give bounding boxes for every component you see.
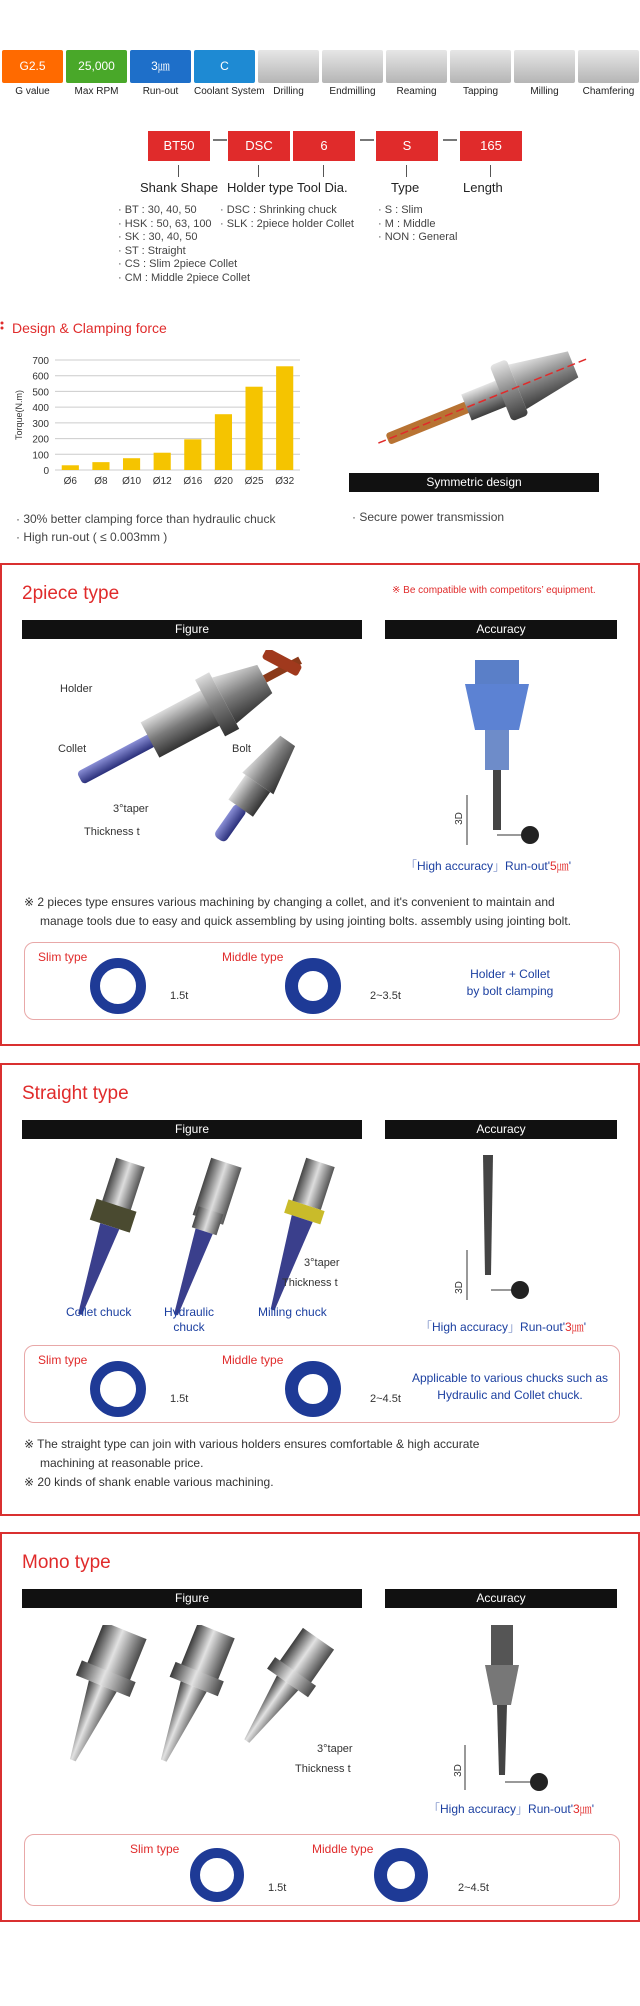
spec-label: Chamfering xyxy=(582,86,635,97)
dim-label: 3D xyxy=(453,1281,465,1294)
list-item: · ST : Straight xyxy=(118,244,186,257)
list-item: · HSK : 50, 63, 100 xyxy=(118,217,212,230)
x-tick-label: Ø10 xyxy=(122,476,142,487)
x-tick-label: Ø25 xyxy=(244,476,264,487)
middle-type-label: Middle type xyxy=(222,1353,284,1367)
accuracy-gauge-icon xyxy=(452,1625,575,1800)
design-title: Design & Clamping force xyxy=(12,320,167,336)
straight-chuck-text xyxy=(410,1370,610,1404)
label-shank-shape: Shank Shape xyxy=(140,180,219,195)
twopiece-figure-icon xyxy=(50,650,350,850)
machining-icon xyxy=(386,50,447,83)
callout-collet: Collet xyxy=(58,743,87,755)
design-bullet-right: · Secure power transmission xyxy=(352,510,505,524)
spec-label: Reaming xyxy=(396,86,437,97)
callout-taper: 3°taper xyxy=(304,1257,340,1269)
spec-label: Max RPM xyxy=(74,86,119,97)
accuracy-text: 「High accuracy」Run-out xyxy=(420,1320,563,1334)
spec-label: Run-out xyxy=(142,86,179,97)
slim-type-label: Slim type xyxy=(130,1842,180,1856)
figure-header: Figure xyxy=(22,1589,362,1608)
clamp-line: by bolt clamping xyxy=(466,984,554,998)
slim-ring-icon xyxy=(90,958,146,1014)
code-type: S xyxy=(376,131,438,161)
slim-type-label: Slim type xyxy=(38,950,88,964)
slim-thickness: 1.5t xyxy=(268,1882,287,1894)
twopiece-accuracy: 「High accuracy」Run-out'5㎛' xyxy=(405,859,572,873)
bar xyxy=(154,453,171,470)
accuracy-header: Accuracy xyxy=(385,1589,617,1608)
slim-ring-icon xyxy=(90,1361,146,1417)
holder-list xyxy=(220,204,354,231)
spec-value: C xyxy=(194,50,255,83)
list-item: · NON : General xyxy=(378,231,458,243)
code-dash xyxy=(213,139,227,141)
callout-holder: Holder xyxy=(60,683,93,695)
accuracy-text: 「High accuracy」Run-out xyxy=(405,859,548,873)
twopiece-clamp-text xyxy=(440,966,580,1000)
bar xyxy=(123,458,140,470)
straight-figure-icon xyxy=(50,1150,360,1330)
code-tick xyxy=(258,165,259,177)
spec-item xyxy=(130,50,191,102)
code-tick xyxy=(406,165,407,177)
spec-value: G2.5 xyxy=(2,50,63,83)
compatibility-note: ※ Be compatible with competitors’ equipment. xyxy=(392,585,596,596)
clamp-line: Holder + Collet xyxy=(470,967,550,981)
type-list xyxy=(378,204,457,245)
accuracy-value: 3㎛ xyxy=(565,1320,584,1334)
code-tick xyxy=(490,165,491,177)
middle-type-label: Middle type xyxy=(222,950,284,964)
label-length: Length xyxy=(463,180,503,195)
bar xyxy=(92,462,109,470)
middle-type-label: Middle type xyxy=(312,1842,374,1856)
chuck-line: Hydraulic and Collet chuck. xyxy=(437,1388,583,1402)
label-holder-type: Holder type xyxy=(227,180,294,195)
spec-item xyxy=(514,50,575,102)
x-tick-label: Ø32 xyxy=(275,476,295,487)
slim-thickness: 1.5t xyxy=(170,990,189,1002)
spec-value: 25,000 xyxy=(66,50,127,83)
y-tick-label: 100 xyxy=(32,450,49,462)
design-bullets-left xyxy=(16,510,275,546)
figure-header: Figure xyxy=(22,1120,362,1139)
list-item: · M : Middle xyxy=(378,217,436,230)
spec-label: Tapping xyxy=(462,86,499,97)
bar xyxy=(245,387,262,470)
y-tick-label: 600 xyxy=(32,371,49,383)
y-tick-label: 400 xyxy=(32,403,49,415)
list-item: · CS : Slim 2piece Collet xyxy=(118,258,238,270)
y-tick-label: 200 xyxy=(32,434,49,446)
desc-line: ※ The straight type can join with various holders ensures comfortable & high accurate xyxy=(24,1437,480,1451)
spec-item xyxy=(386,50,447,102)
middle-thickness: 2~4.5t xyxy=(370,1393,401,1405)
middle-ring-icon xyxy=(285,958,341,1014)
machining-icon xyxy=(258,50,319,83)
y-tick-label: 700 xyxy=(32,356,49,367)
bullet-dots-icon xyxy=(0,318,10,328)
y-tick-label: 500 xyxy=(32,387,49,399)
spec-label: Endmilling xyxy=(329,86,376,97)
bar xyxy=(184,439,201,470)
straight-accuracy: 「High accuracy」Run-out'3㎛' xyxy=(420,1320,587,1334)
bar xyxy=(215,414,232,470)
mono-accuracy: 「High accuracy」Run-out'3㎛' xyxy=(428,1802,595,1816)
callout-thickness: Thickness t xyxy=(282,1277,338,1289)
accuracy-header: Accuracy xyxy=(385,1120,617,1139)
accuracy-gauge-icon xyxy=(455,660,565,860)
desc-line: manage tools due to easy and quick assembling by using jointing bolts. assembly using jointing bolt. xyxy=(40,914,571,928)
x-tick-label: Ø8 xyxy=(94,476,108,487)
straight-title: Straight type xyxy=(22,1083,129,1104)
spec-value: 3㎛ xyxy=(130,50,191,83)
mono-figure-icon xyxy=(40,1625,360,1775)
list-item: · DSC : Shrinking chuck xyxy=(220,204,337,216)
callout-hydraulic-chuck xyxy=(164,1305,214,1335)
code-dia: 6 xyxy=(293,131,355,161)
accuracy-text: 「High accuracy」Run-out xyxy=(428,1802,571,1816)
machining-icon xyxy=(578,50,639,83)
callout-thickness: Thickness t xyxy=(295,1763,351,1775)
spec-label: Coolant System xyxy=(194,86,265,97)
code-tick xyxy=(323,165,324,177)
y-tick-label: 0 xyxy=(43,466,49,477)
twopiece-title: 2piece type xyxy=(22,583,120,604)
slim-thickness: 1.5t xyxy=(170,1393,189,1405)
middle-ring-icon xyxy=(374,1848,428,1902)
list-item: · S : Slim xyxy=(378,204,423,216)
accuracy-value: 5㎛ xyxy=(550,859,569,873)
desc-line: ※ 2 pieces type ensures various machining by changing a collet, and it's convenient to maintain and xyxy=(24,895,555,909)
x-tick-label: Ø16 xyxy=(183,476,203,487)
callout-line: chuck xyxy=(173,1320,205,1334)
spec-item xyxy=(578,50,639,102)
spec-item xyxy=(2,50,63,102)
list-item: · CM : Middle 2piece Collet xyxy=(118,271,251,284)
x-tick-label: Ø20 xyxy=(213,476,233,487)
spec-item xyxy=(194,50,265,102)
spec-label: Drilling xyxy=(273,86,304,97)
code-length: 165 xyxy=(460,131,522,161)
bullet-text: · 30% better clamping force than hydraulic chuck xyxy=(16,512,276,526)
y-tick-label: 300 xyxy=(32,418,49,430)
spec-item xyxy=(322,50,383,102)
y-axis-label: Torque(N.m) xyxy=(14,389,24,441)
label-type: Type xyxy=(391,180,420,195)
callout-collet-chuck: Collet chuck xyxy=(66,1305,132,1319)
code-tick xyxy=(178,165,179,177)
slim-ring-icon xyxy=(190,1848,244,1902)
spec-label: Milling xyxy=(530,86,559,97)
figure-header: Figure xyxy=(22,620,362,639)
twopiece-desc xyxy=(24,893,624,931)
straight-desc xyxy=(24,1435,624,1492)
bar xyxy=(62,465,79,470)
accuracy-value: 3㎛ xyxy=(573,1802,592,1816)
machining-icon xyxy=(322,50,383,83)
symmetric-design-bar: Symmetric design xyxy=(349,473,599,492)
code-dash xyxy=(443,139,457,141)
middle-thickness: 2~3.5t xyxy=(370,990,401,1002)
machining-icon xyxy=(514,50,575,83)
x-tick-label: Ø12 xyxy=(152,476,172,487)
clamping-force-chart xyxy=(10,348,310,498)
code-holder: DSC xyxy=(228,131,290,161)
callout-thickness: Thickness t xyxy=(84,826,140,838)
callout-taper: 3°taper xyxy=(317,1743,353,1755)
bar xyxy=(276,366,293,470)
spec-item xyxy=(66,50,127,102)
chuck-line: Applicable to various chucks such as xyxy=(411,1371,609,1385)
dim-label: 3D xyxy=(453,812,465,825)
middle-ring-icon xyxy=(285,1361,341,1417)
spec-label: G value xyxy=(15,86,50,97)
desc-line: machining at reasonable price. xyxy=(40,1456,204,1470)
bullet-text: · High run-out ( ≤ 0.003mm ) xyxy=(16,530,168,544)
callout-milling-chuck: Milling chuck xyxy=(258,1305,327,1319)
accuracy-gauge-icon xyxy=(455,1155,565,1315)
list-item: · SK : 30, 40, 50 xyxy=(118,231,198,243)
middle-thickness: 2~4.5t xyxy=(458,1882,489,1894)
accuracy-header: Accuracy xyxy=(385,620,617,639)
label-tool-dia: Tool Dia. xyxy=(297,180,348,195)
callout-bolt: Bolt xyxy=(232,743,251,755)
callout-line: Hydraulic xyxy=(164,1305,215,1319)
slim-type-label: Slim type xyxy=(38,1353,88,1367)
spec-item xyxy=(258,50,319,102)
callout-taper: 3°taper xyxy=(113,803,149,815)
desc-line: ※ 20 kinds of shank enable various machining. xyxy=(24,1475,274,1489)
mono-title: Mono type xyxy=(22,1552,111,1573)
code-shank: BT50 xyxy=(148,131,210,161)
holder-illustration-icon xyxy=(370,340,600,460)
x-tick-label: Ø6 xyxy=(63,476,77,487)
list-item: · BT : 30, 40, 50 xyxy=(118,204,197,216)
machining-icon xyxy=(450,50,511,83)
code-dash xyxy=(360,139,374,141)
list-item: · SLK : 2piece holder Collet xyxy=(220,217,354,230)
spec-item xyxy=(450,50,511,102)
dim-label: 3D xyxy=(452,1764,464,1777)
